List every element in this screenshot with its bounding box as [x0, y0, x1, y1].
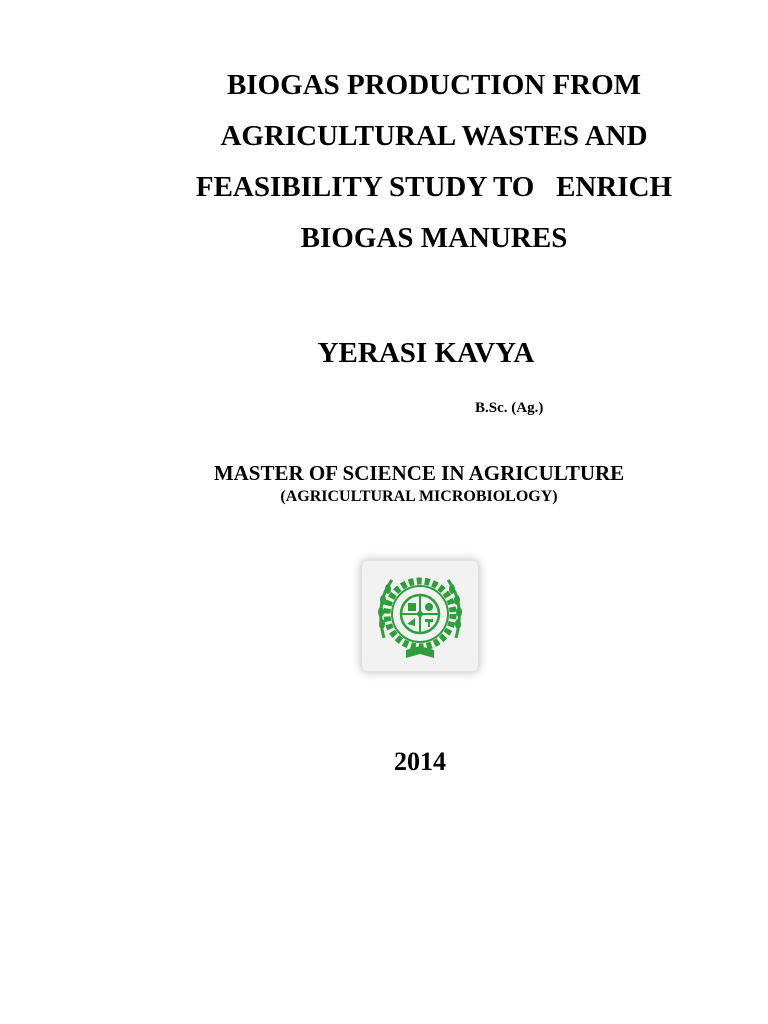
thesis-title-line: AGRICULTURAL WASTES AND [220, 120, 648, 152]
university-seal [362, 561, 478, 671]
thesis-title-line: FEASIBILITY STUDY TO ENRICH [195, 171, 673, 203]
degree-program: MASTER OF SCIENCE IN AGRICULTURE [213, 461, 625, 485]
author-name: YERASI KAVYA [317, 337, 535, 369]
thesis-title [170, 60, 698, 264]
submission-year: 2014 [394, 747, 446, 776]
previous-degree: B.Sc. (Ag.) [475, 400, 544, 416]
thesis-title-line: BIOGAS PRODUCTION FROM [226, 69, 642, 101]
university-seal-icon [370, 566, 470, 666]
specialization: (AGRICULTURAL MICROBIOLOGY) [280, 488, 558, 505]
thesis-title-line: BIOGAS MANURES [300, 222, 568, 254]
